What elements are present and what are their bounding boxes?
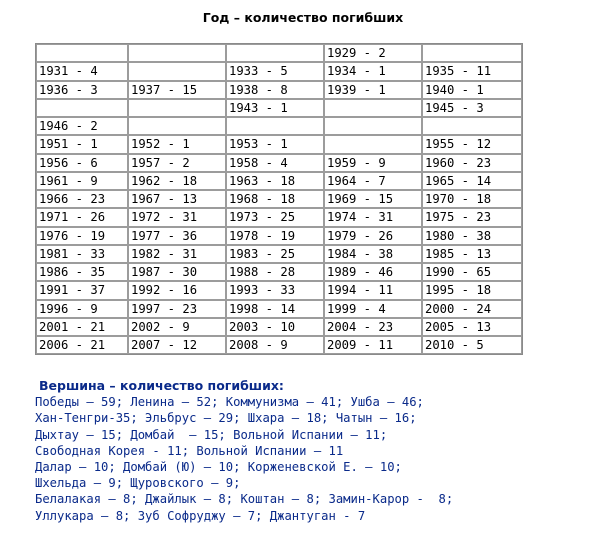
table-row — [36, 281, 522, 299]
table-row — [36, 318, 522, 336]
table-cell: 1963 - 18 — [226, 172, 324, 190]
peaks-line: Уллукара – 8; Зуб Софруджу – 7; Джантуган - 7 — [35, 508, 366, 523]
table-cell: 1992 - 16 — [128, 281, 226, 299]
table-cell: 2009 - 11 — [324, 336, 422, 354]
table-cell: 1999 - 4 — [324, 300, 422, 318]
table-cell: 1970 - 18 — [422, 190, 522, 208]
table-cell: 1938 - 8 — [226, 81, 324, 99]
table-cell: 1960 - 23 — [422, 154, 522, 172]
table-cell: 1962 - 18 — [128, 172, 226, 190]
table-cell: 1965 - 14 — [422, 172, 522, 190]
table-row — [36, 300, 522, 318]
table-cell: 1943 - 1 — [226, 99, 324, 117]
table-row — [36, 44, 522, 62]
table-cell: 2004 - 23 — [324, 318, 422, 336]
table-cell: 1990 - 65 — [422, 263, 522, 281]
table-row — [36, 135, 522, 153]
peaks-line: Свободная Корея - 11; Вольной Испании – 11 — [35, 443, 344, 458]
table-cell: 1993 - 33 — [226, 281, 324, 299]
table-cell — [226, 44, 324, 62]
table-cell: 1975 - 23 — [422, 208, 522, 226]
table-cell: 2005 - 13 — [422, 318, 522, 336]
table-cell: 2006 - 21 — [36, 336, 128, 354]
table-cell: 1934 - 1 — [324, 62, 422, 80]
table-cell: 1980 - 38 — [422, 227, 522, 245]
table-row — [36, 263, 522, 281]
table-cell: 1964 - 7 — [324, 172, 422, 190]
table-cell: 1951 - 1 — [36, 135, 128, 153]
table-cell — [128, 117, 226, 135]
table-cell: 1984 - 38 — [324, 245, 422, 263]
table-cell: 1967 - 13 — [128, 190, 226, 208]
peaks-line: Шхельда – 9; Щуровского – 9; — [35, 476, 241, 491]
table-cell — [128, 44, 226, 62]
table-cell: 2007 - 12 — [128, 336, 226, 354]
table-cell: 1955 - 12 — [422, 135, 522, 153]
table-row — [36, 172, 522, 190]
table-cell: 1998 - 14 — [226, 300, 324, 318]
table-row — [36, 62, 522, 80]
table-cell: 1946 - 2 — [36, 117, 128, 135]
table-cell — [36, 44, 128, 62]
table-cell: 1961 - 9 — [36, 172, 128, 190]
table-cell: 2002 - 9 — [128, 318, 226, 336]
table-cell — [422, 44, 522, 62]
table-cell: 1997 - 23 — [128, 300, 226, 318]
table-cell: 1976 - 19 — [36, 227, 128, 245]
table-row — [36, 208, 522, 226]
table-cell: 2000 - 24 — [422, 300, 522, 318]
table-cell: 1985 - 13 — [422, 245, 522, 263]
table-cell: 1994 - 11 — [324, 281, 422, 299]
table-row — [36, 99, 522, 117]
peaks-line: Далар – 10; Домбай (Ю) – 10; Корженевской Е. – 10; — [35, 460, 402, 475]
table-row — [36, 81, 522, 99]
table-cell: 1957 - 2 — [128, 154, 226, 172]
table-cell: 1952 - 1 — [128, 135, 226, 153]
table-cell: 1981 - 33 — [36, 245, 128, 263]
table-cell: 1953 - 1 — [226, 135, 324, 153]
table-row — [36, 245, 522, 263]
table-cell — [422, 117, 522, 135]
table-cell: 1929 - 2 — [324, 44, 422, 62]
table-row — [36, 117, 522, 135]
peaks-section — [35, 378, 600, 524]
table-cell: 1971 - 26 — [36, 208, 128, 226]
table-cell: 1988 - 28 — [226, 263, 324, 281]
table-cell: 2008 - 9 — [226, 336, 324, 354]
table-cell: 1983 - 25 — [226, 245, 324, 263]
table-row — [36, 154, 522, 172]
table-cell: 1956 - 6 — [36, 154, 128, 172]
peaks-line: Хан-Тенгри-35; Эльбрус – 29; Шхара – 18; Чатын – 16; — [35, 411, 417, 426]
table-cell — [324, 135, 422, 153]
table-cell: 1966 - 23 — [36, 190, 128, 208]
table-cell: 1937 - 15 — [128, 81, 226, 99]
table-cell: 1933 - 5 — [226, 62, 324, 80]
table-cell — [128, 62, 226, 80]
table-cell: 1996 - 9 — [36, 300, 128, 318]
table-cell: 1974 - 31 — [324, 208, 422, 226]
table-cell: 1978 - 19 — [226, 227, 324, 245]
table-cell: 1958 - 4 — [226, 154, 324, 172]
table-cell: 1931 - 4 — [36, 62, 128, 80]
table-cell: 1940 - 1 — [422, 81, 522, 99]
table-cell: 1969 - 15 — [324, 190, 422, 208]
peaks-line: Победы – 59; Ленина – 52; Коммунизма – 41; Ушба – 46; — [35, 395, 424, 410]
peaks-line: Белалакая – 8; Джайлык – 8; Коштан – 8; Замин-Карор - 8; — [35, 492, 454, 507]
table-cell: 2010 - 5 — [422, 336, 522, 354]
peaks-heading: Вершина – количество погибших: — [39, 378, 284, 393]
table-cell: 1939 - 1 — [324, 81, 422, 99]
table-cell — [324, 99, 422, 117]
table-cell: 1991 - 37 — [36, 281, 128, 299]
table-row — [36, 190, 522, 208]
table-cell — [226, 117, 324, 135]
table-cell: 1982 - 31 — [128, 245, 226, 263]
table-row — [36, 227, 522, 245]
peaks-line: Дыхтау – 15; Домбай – 15; Вольной Испании – 11; — [35, 427, 388, 442]
table-cell: 1977 - 36 — [128, 227, 226, 245]
table-cell: 1987 - 30 — [128, 263, 226, 281]
table-cell — [128, 99, 226, 117]
table-cell — [324, 117, 422, 135]
table-cell: 2003 - 10 — [226, 318, 324, 336]
peaks-lines — [35, 394, 600, 524]
table-cell: 1973 - 25 — [226, 208, 324, 226]
table-cell: 1935 - 11 — [422, 62, 522, 80]
table-cell: 1995 - 18 — [422, 281, 522, 299]
table-cell: 1968 - 18 — [226, 190, 324, 208]
table-cell: 1936 - 3 — [36, 81, 128, 99]
table-cell: 1989 - 46 — [324, 263, 422, 281]
table-cell: 1945 - 3 — [422, 99, 522, 117]
deaths-by-year-body — [36, 44, 522, 354]
table-cell: 1986 - 35 — [36, 263, 128, 281]
table-cell: 1972 - 31 — [128, 208, 226, 226]
table-row — [36, 336, 522, 354]
table-cell: 1979 - 26 — [324, 227, 422, 245]
table-cell — [36, 99, 128, 117]
table-cell: 2001 - 21 — [36, 318, 128, 336]
table-cell: 1959 - 9 — [324, 154, 422, 172]
page-title: Год – количество погибших — [202, 10, 404, 25]
deaths-by-year-table — [35, 43, 523, 355]
